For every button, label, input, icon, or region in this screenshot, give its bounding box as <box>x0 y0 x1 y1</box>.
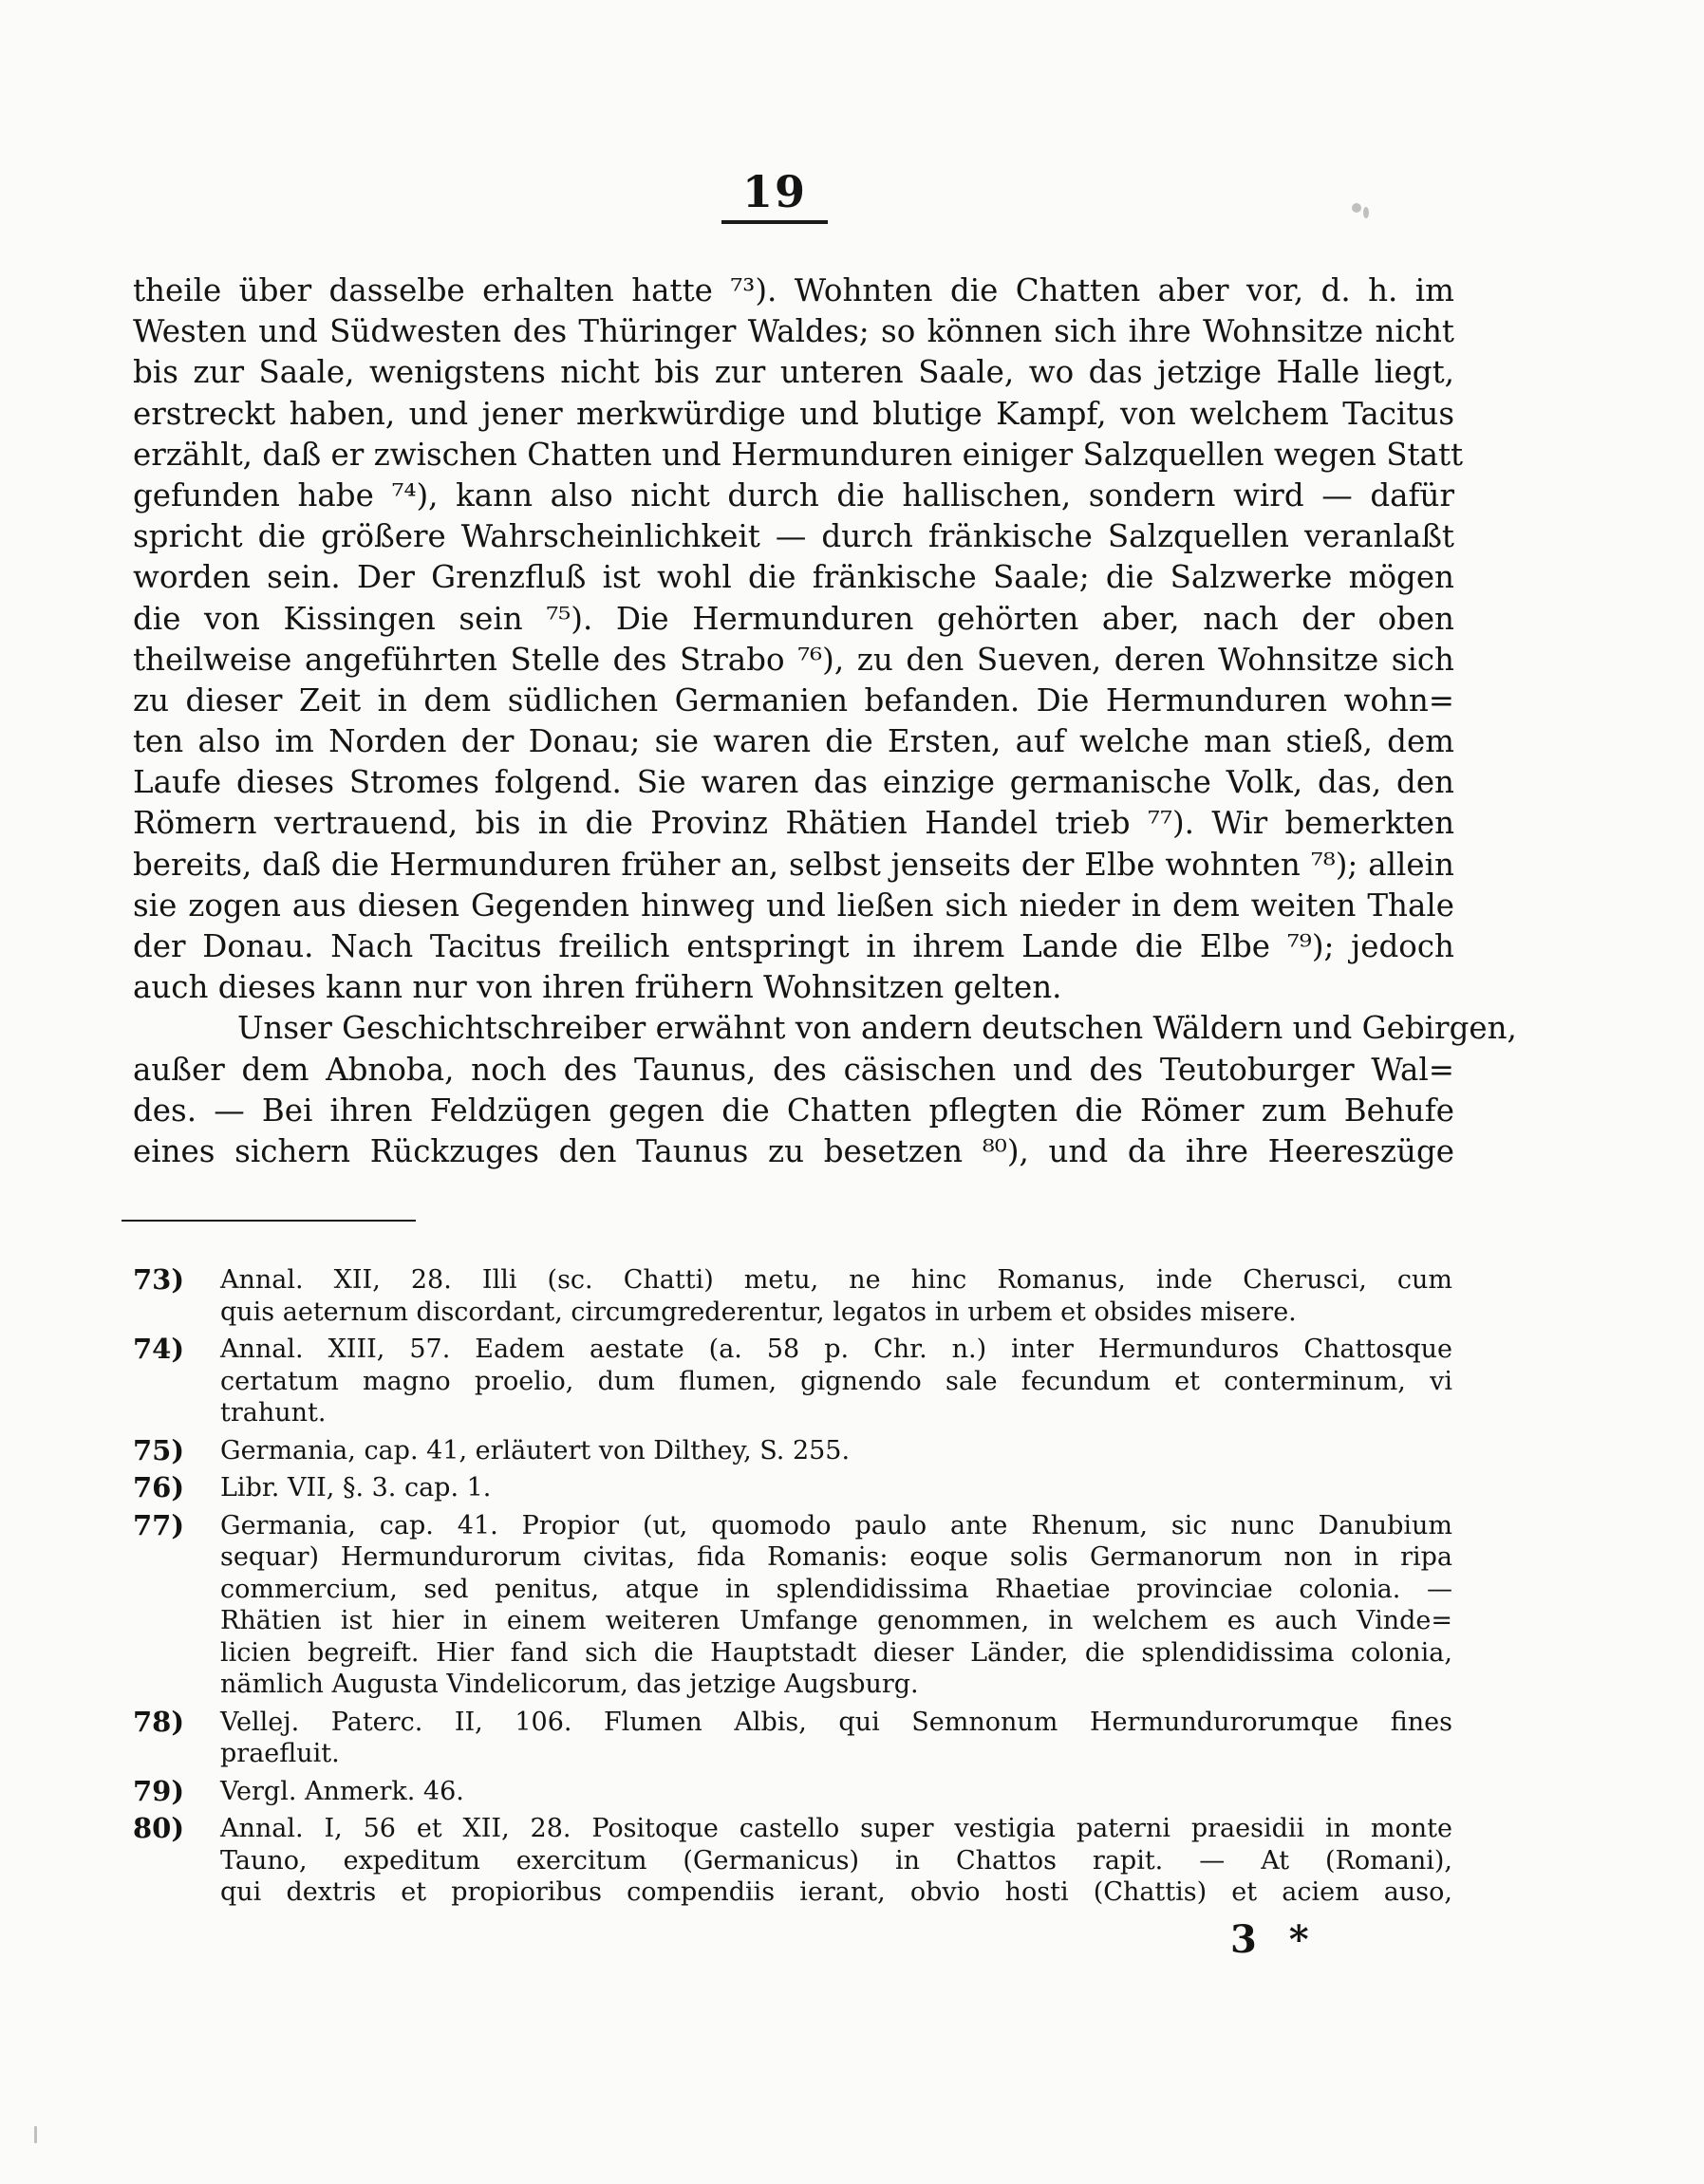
body-line: eines sichern Rückzuges den Taunus zu besetzen ⁸⁰), und da ihre Heereszüge <box>133 1132 1454 1169</box>
footnote-line: trahunt. <box>220 1398 327 1428</box>
footnote-line: Vergl. Anmerk. 46. <box>220 1776 464 1806</box>
footnote-78 <box>133 1707 1452 1770</box>
body-line: erstreckt haben, und jener merkwürdige und blutige Kampf, von welchem Tacitus <box>133 395 1454 432</box>
body-line: Römern vertrauend, bis in die Provinz Rhätien Handel trieb ⁷⁷). Wir bemerkten <box>133 805 1454 842</box>
body-line: auch dieses kann nur von ihren frühern Wohnsitzen gelten. <box>133 969 1062 1006</box>
body-line: der Donau. Nach Tacitus freilich entspringt in ihrem Lande die Elbe ⁷⁹); jedoch <box>133 928 1454 964</box>
footnote-line: quis aeternum discordant, circumgrederentur, legatos in urbem et obsides misere. <box>220 1297 1297 1327</box>
body-line: die von Kissingen sein ⁷⁵). Die Hermunduren gehörten aber, nach der oben <box>133 600 1454 637</box>
body-line: gefunden habe ⁷⁴), kann also nicht durch die hallischen, sondern wird — dafür <box>133 476 1454 513</box>
scan-speck <box>1363 207 1369 218</box>
body-line: bis zur Saale, wenigstens nicht bis zur unteren Saale, wo das jetzige Halle liegt, <box>133 354 1454 391</box>
footnote-73 <box>133 1264 1452 1328</box>
page-number: 19 <box>741 166 807 217</box>
footnote-number: 74) <box>133 1333 185 1365</box>
footnote-76 <box>133 1472 1452 1504</box>
footnote-line: Annal. I, 56 et XII, 28. Positoque castello super vestigia paterni praesidii in monte <box>220 1814 1452 1843</box>
footnote-line: sequar) Hermundurorum civitas, fida Romanis: eoque solis Germanorum non in ripa <box>220 1542 1452 1572</box>
footnote-line: Annal. XIII, 57. Eadem aestate (a. 58 p. Chr. n.) inter Hermunduros Chattosque <box>220 1335 1452 1364</box>
footnote-separator <box>122 1220 416 1222</box>
footnote-line: Germania, cap. 41, erläutert von Dilthey, S. 255. <box>220 1435 851 1465</box>
footnote-line: Vellej. Paterc. II, 106. Flumen Albis, qui Semnonum Hermundurorumque fines <box>220 1707 1452 1737</box>
page-number-rule <box>721 220 828 224</box>
signature-mark: 3 * <box>1230 1917 1319 1962</box>
footnote-77 <box>133 1510 1452 1701</box>
body-text <box>133 271 1517 1172</box>
footnote-line: Rhätien ist hier in einem weiteren Umfange genommen, in welchem es auch Vinde= <box>220 1606 1452 1635</box>
footnote-number: 73) <box>133 1263 185 1296</box>
footnote-number: 75) <box>133 1433 185 1466</box>
body-line: des. — Bei ihren Feldzügen gegen die Chatten pflegten die Römer zum Behufe <box>133 1092 1454 1129</box>
footnote-74 <box>133 1334 1452 1429</box>
footnote-line: commercium, sed penitus, atque in splendidissima Rhaetiae provinciae colonia. — <box>220 1574 1452 1604</box>
body-line: Unser Geschichtschreiber erwähnt von andern deutschen Wäldern und Gebirgen, <box>237 1010 1517 1047</box>
footnotes <box>133 1264 1452 1914</box>
footnote-number: 76) <box>133 1471 185 1503</box>
footnote-79 <box>133 1776 1452 1808</box>
body-line: Westen und Südwesten des Thüringer Waldes; so können sich ihre Wohnsitze nicht <box>133 313 1454 350</box>
footnote-80 <box>133 1813 1452 1909</box>
scan-speck <box>34 2126 37 2143</box>
footnote-line: licien begreift. Hier fand sich die Hauptstadt dieser Länder, die splendidissima colonia, <box>220 1637 1452 1668</box>
footnote-line: certatum magno proelio, dum flumen, gignendo sale fecundum et conterminum, vi <box>220 1366 1452 1396</box>
footnote-line: Tauno, expeditum exercitum (Germanicus) in Chattos rapit. — At (Romani), <box>220 1845 1452 1876</box>
body-line: erzählt, daß er zwischen Chatten und Hermunduren einiger Salzquellen wegen Statt <box>133 436 1464 473</box>
footnote-75 <box>133 1435 1452 1467</box>
footnote-line: qui dextris et propioribus compendiis ierant, obvio hosti (Chattis) et aciem auso, <box>220 1877 1452 1907</box>
footnote-line: nämlich Augusta Vindelicorum, das jetzige Augsburg. <box>220 1670 919 1699</box>
body-line: Laufe dieses Stromes folgend. Sie waren das einzige germanische Volk, das, den <box>133 764 1454 801</box>
body-line: worden sein. Der Grenzfluß ist wohl die fränkische Saale; die Salzwerke mögen <box>133 559 1454 596</box>
footnote-number: 78) <box>133 1705 185 1738</box>
body-line: theile über dasselbe erhalten hatte ⁷³). Wohnten die Chatten aber vor, d. h. im <box>133 272 1454 308</box>
body-line: ten also im Norden der Donau; sie waren die Ersten, auf welche man stieß, dem <box>133 723 1454 760</box>
footnote-number: 77) <box>133 1508 185 1541</box>
body-line: theilweise angeführten Stelle des Strabo ⁷⁶), zu den Sueven, deren Wohnsitze sich <box>133 641 1454 678</box>
body-line: sie zogen aus diesen Gegenden hinweg und ließen sich nieder in dem weiten Thale <box>133 887 1454 924</box>
body-line: zu dieser Zeit in dem südlichen Germanien befanden. Die Hermunduren wohn= <box>133 681 1454 719</box>
footnote-number: 80) <box>133 1812 185 1844</box>
footnote-line: Germania, cap. 41. Propior (ut, quomodo paulo ante Rhenum, sic nunc Danubium <box>220 1510 1452 1540</box>
footnote-line: Libr. VII, §. 3. cap. 1. <box>220 1473 492 1503</box>
footnote-number: 79) <box>133 1774 185 1807</box>
footnote-line: Annal. XII, 28. Illi (sc. Chatti) metu, ne hinc Romanus, inde Cherusci, cum <box>220 1265 1452 1295</box>
scan-speck <box>1352 203 1361 213</box>
body-line: bereits, daß die Hermunduren früher an, selbst jenseits der Elbe wohnten ⁷⁸); allein <box>133 846 1454 883</box>
body-line: außer dem Abnoba, noch des Taunus, des cäsischen und des Teutoburger Wal= <box>133 1051 1454 1088</box>
body-line: spricht die größere Wahrscheinlichkeit — durch fränkische Salzquellen veranlaßt <box>133 518 1454 555</box>
footnote-line: praefluit. <box>220 1739 340 1768</box>
